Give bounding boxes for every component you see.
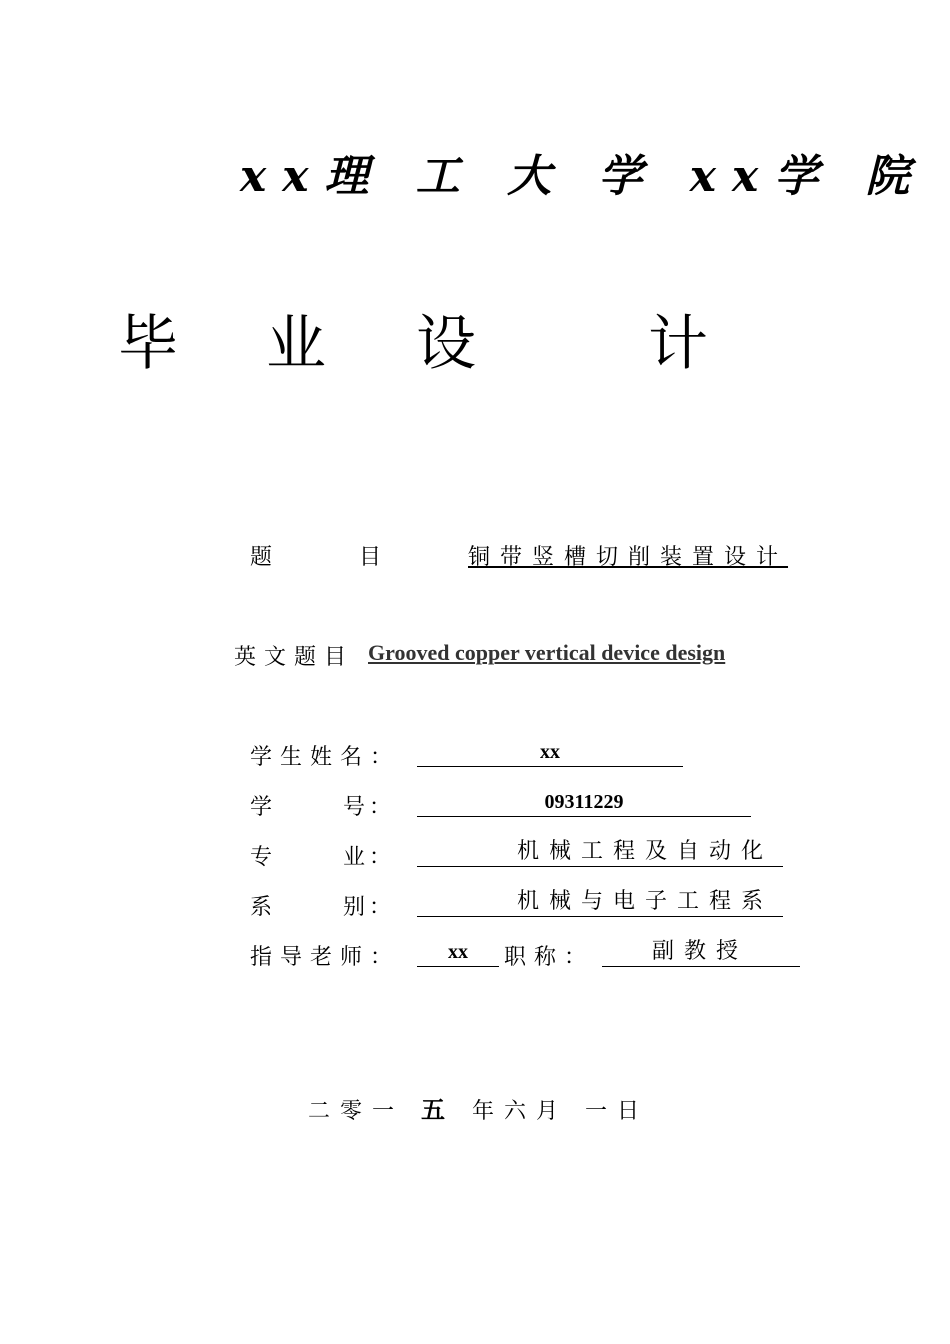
document-type-char-3: 设 [416, 309, 476, 379]
date-part-1: 二零一 [308, 1099, 405, 1124]
topic-value: 铜带竖槽切削装置设计 [468, 545, 789, 570]
department-label: 系 别： [250, 895, 395, 920]
department-value: 机械与电子工程系 [517, 889, 774, 914]
english-topic-label: 英文题目 [234, 645, 355, 670]
date-part-2: 年六月 一日 [472, 1099, 650, 1124]
advisor-label: 指导老师： [250, 945, 401, 970]
rank-label: 职称： [504, 945, 595, 970]
advisor-value: xx [417, 938, 499, 967]
english-topic-value: Grooved copper vertical device design [368, 640, 726, 665]
topic-label: 题 目 [250, 545, 391, 570]
rank-value: 副教授 [652, 939, 749, 964]
student-id-label: 学 号： [250, 795, 395, 820]
date-bold-digit: 五 [421, 1096, 456, 1124]
major-label: 专 业： [250, 845, 395, 870]
university-title: xx理 工 大 学 xx学 院 [240, 151, 926, 202]
document-type-char-4: 计 [648, 309, 708, 379]
major-value: 机械工程及自动化 [517, 839, 774, 864]
document-type-char-2: 业 [266, 309, 326, 379]
major-field [417, 838, 783, 867]
student-name-label: 学生姓名： [250, 745, 401, 770]
department-field [417, 888, 783, 917]
date-line [308, 1090, 649, 1125]
student-name-value: xx [417, 738, 683, 767]
student-id-value: 09311229 [417, 788, 751, 817]
rank-field [602, 938, 800, 967]
document-type-char-1: 毕 [118, 309, 178, 379]
